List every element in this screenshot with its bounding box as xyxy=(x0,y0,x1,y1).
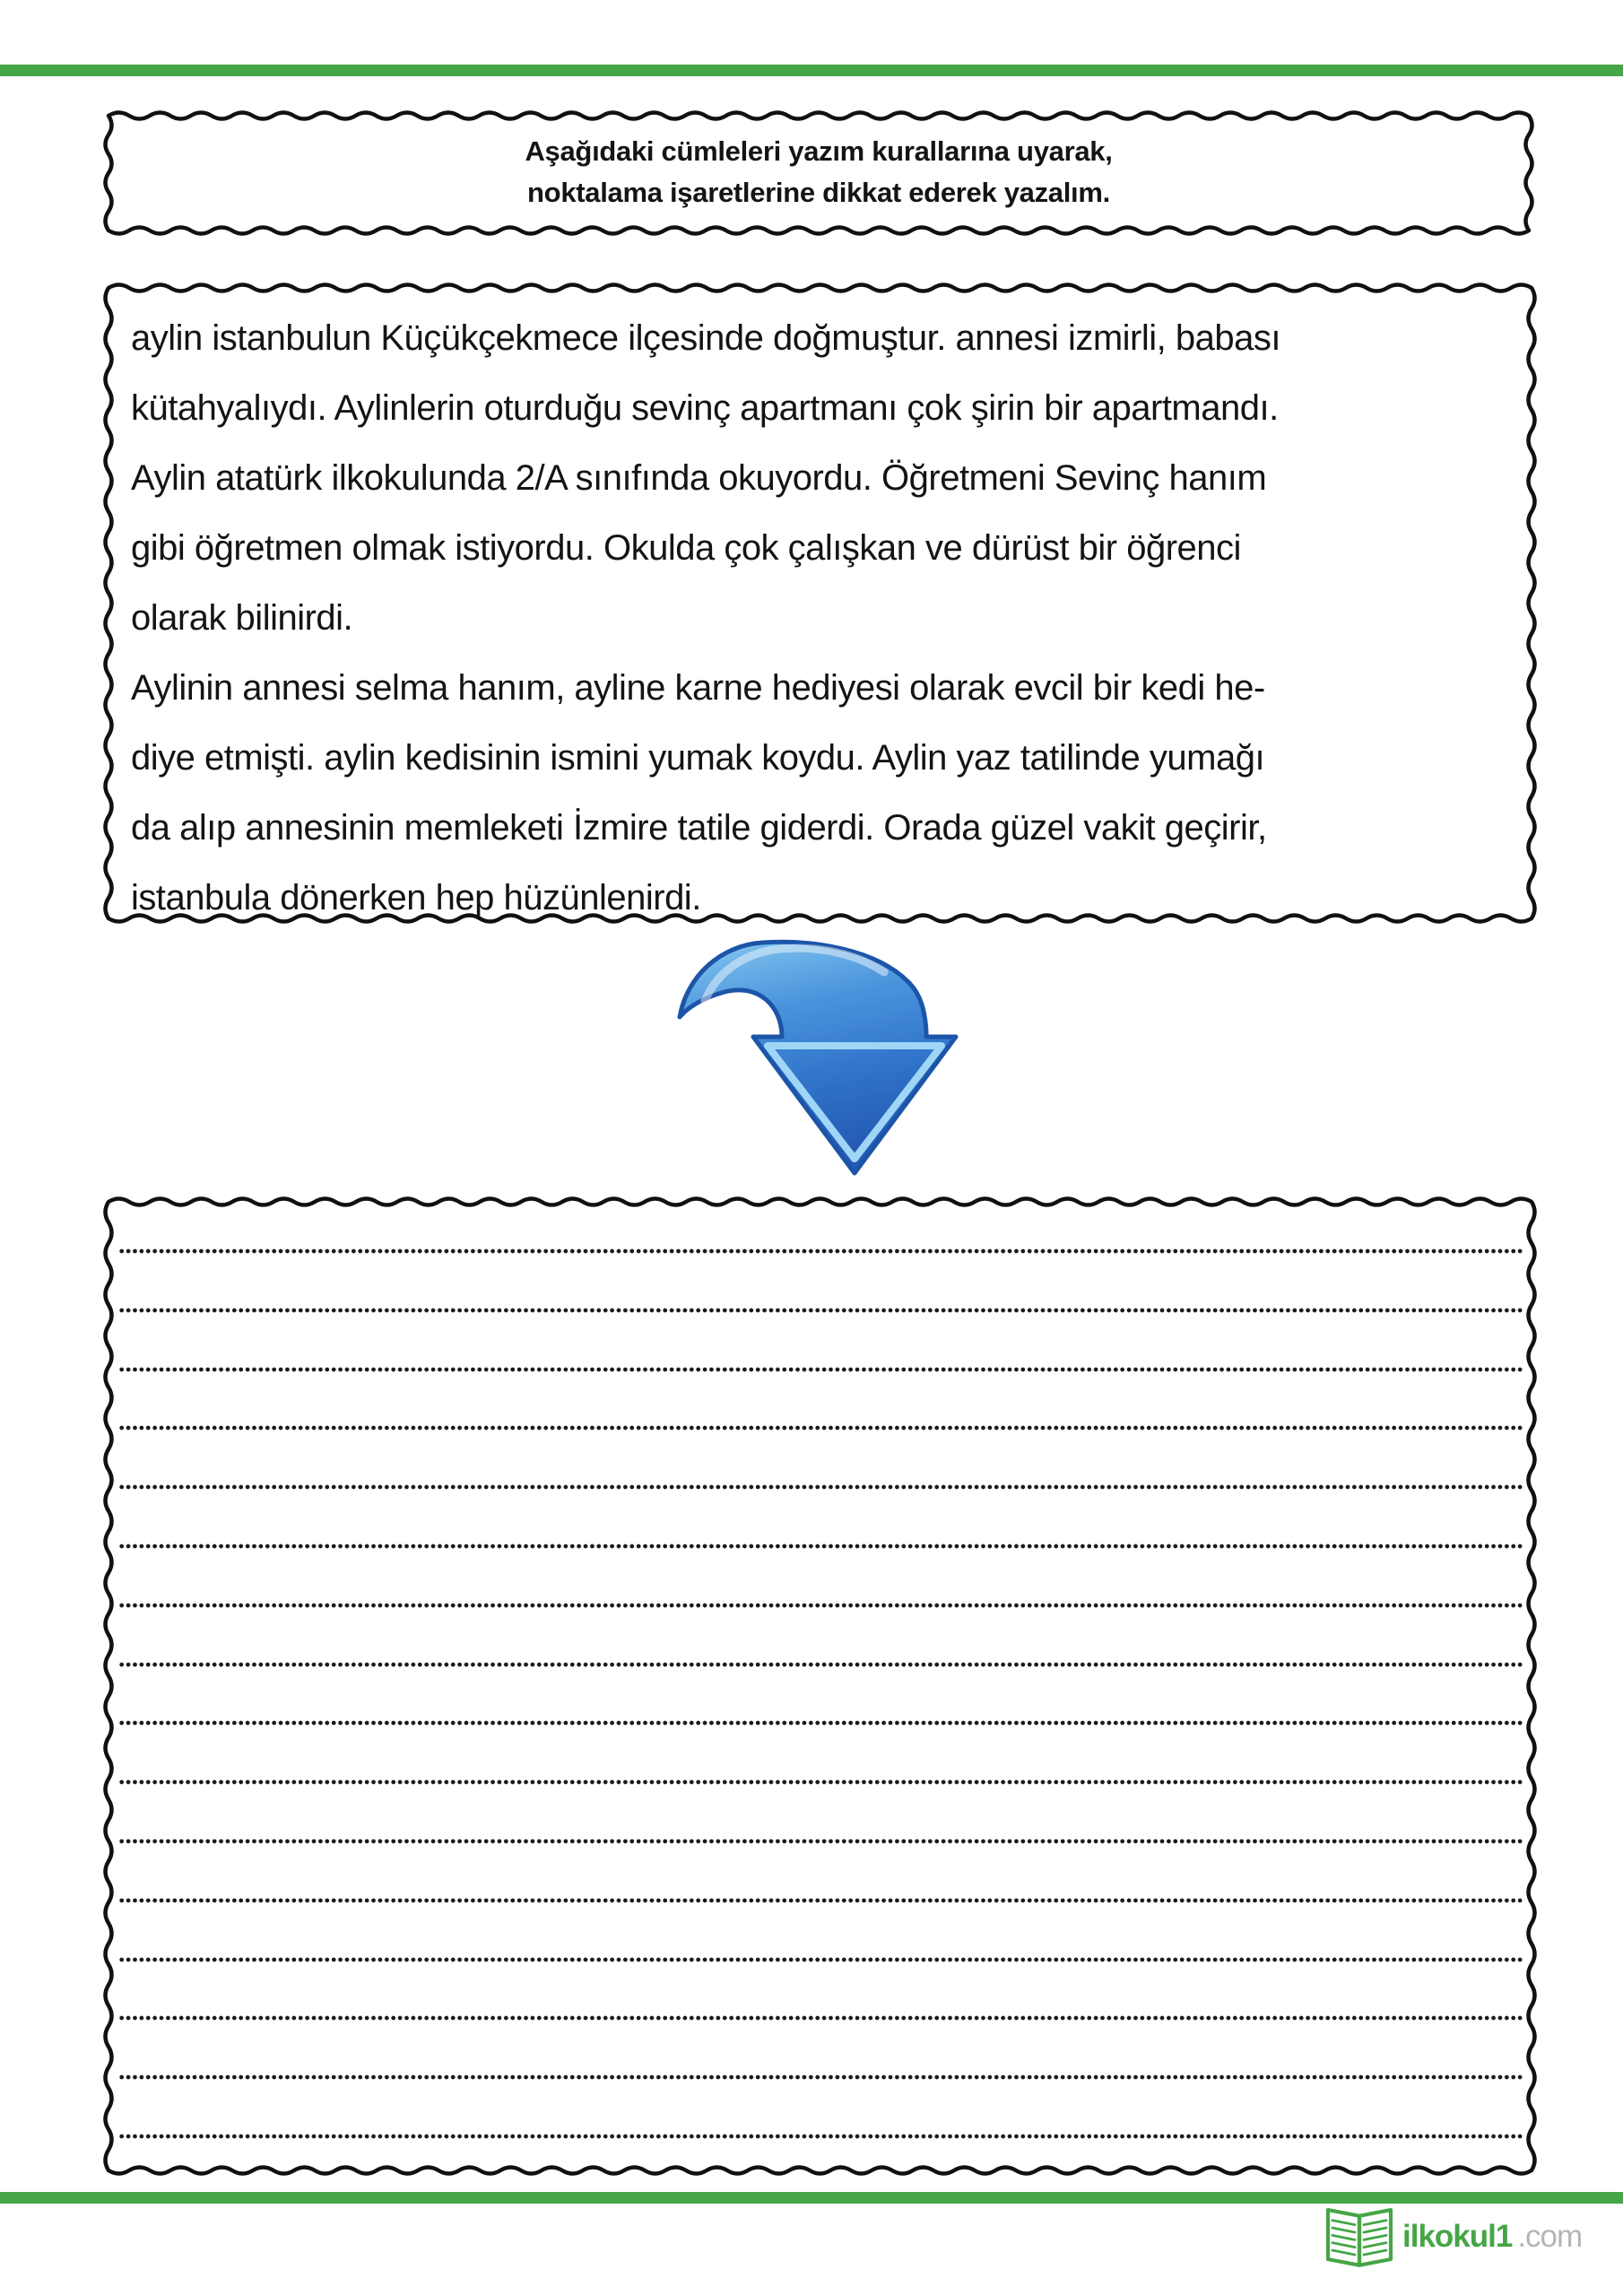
passage-line-4: gibi öğretmen olmak istiyordu. Okulda çok çalışkan ve dürüst bir öğrenci xyxy=(131,528,1241,568)
passage-line-5: olarak bilinirdi. xyxy=(131,598,353,638)
writing-dotted-line xyxy=(118,1898,1523,1903)
passage-line-2: kütahyalıydı. Aylinlerin oturduğu sevinç apartmanı çok şirin bir apartmandı. xyxy=(131,388,1279,428)
logo-text: ilkokul1 xyxy=(1402,2219,1513,2254)
writing-dotted-line xyxy=(118,1779,1523,1785)
bottom-accent-bar xyxy=(0,2192,1623,2204)
writing-dotted-line xyxy=(118,1603,1523,1608)
writing-dotted-line xyxy=(118,1248,1523,1254)
instruction-text-line-2: noktalama işaretlerine dikkat ederek yazalım. xyxy=(527,177,1110,208)
writing-dotted-line xyxy=(118,1544,1523,1549)
passage-line-3: Aylin atatürk ilkokulunda 2/A sınıfında okuyordu. Öğretmeni Sevinç hanım xyxy=(131,458,1267,498)
passage-line-6: Aylinin annesi selma hanım, ayline karne hediyesi olarak evcil bir kedi he- xyxy=(131,668,1265,708)
open-book-icon xyxy=(1322,2205,1397,2268)
passage-line-9: istanbula dönerken hep hüzünlenirdi. xyxy=(131,878,701,918)
writing-area-box xyxy=(101,1195,1539,2178)
top-accent-bar xyxy=(0,65,1623,76)
writing-dotted-line xyxy=(118,1484,1523,1490)
passage-line-8: da alıp annesinin memleketi İzmire tatile giderdi. Orada güzel vakit geçirir, xyxy=(131,808,1267,848)
passage-line-7: diye etmişti. aylin kedisinin ismini yumak koydu. Aylin yaz tatilinde yumağı xyxy=(131,738,1265,778)
writing-dotted-line xyxy=(118,2015,1523,2021)
passage-box xyxy=(101,281,1539,926)
instruction-text-line-1: Aşağıdaki cümleleri yazım kurallarına uyarak, xyxy=(525,135,1113,167)
writing-dotted-line xyxy=(118,2074,1523,2080)
writing-dotted-line xyxy=(118,1662,1523,1667)
curved-down-arrow-icon xyxy=(673,935,961,1181)
writing-dotted-line xyxy=(118,1957,1523,1962)
site-logo[interactable] xyxy=(1322,2205,1582,2269)
instruction-box xyxy=(101,109,1536,238)
logo-domain-suffix: .com xyxy=(1517,2219,1583,2254)
writing-dotted-line xyxy=(118,1367,1523,1372)
writing-dotted-line xyxy=(118,1720,1523,1726)
passage-line-1: aylin istanbulun Küçükçekmece ilçesinde doğmuştur. annesi izmirli, babası xyxy=(131,318,1280,358)
writing-dotted-line xyxy=(118,1425,1523,1431)
writing-dotted-line xyxy=(118,1308,1523,1313)
writing-dotted-line xyxy=(118,1839,1523,1844)
passage-text xyxy=(101,281,1539,933)
writing-dotted-line xyxy=(118,2134,1523,2139)
